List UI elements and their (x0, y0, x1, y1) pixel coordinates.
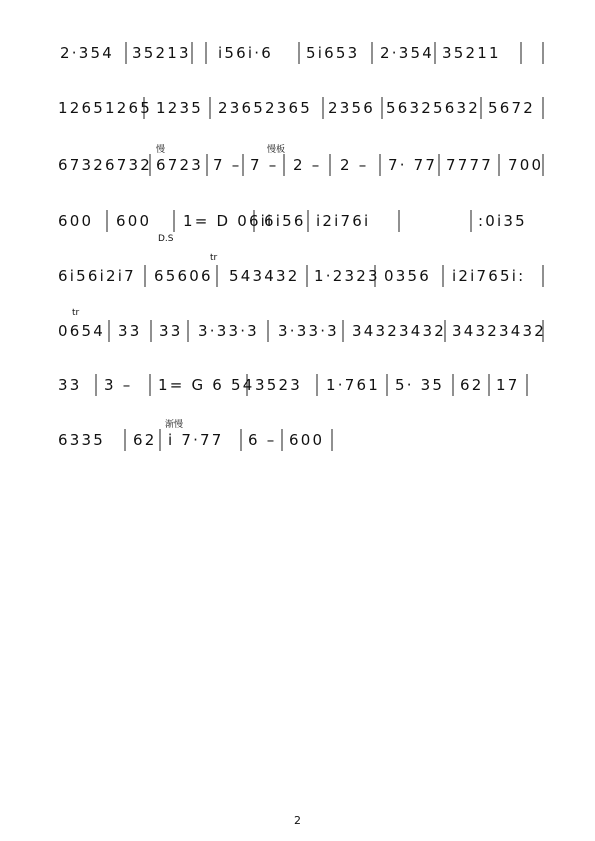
measure-notes: i56i·6 (218, 44, 273, 62)
measure-notes: 6 – (248, 431, 277, 449)
score-line (58, 253, 544, 301)
measure-notes: 1·761 (326, 376, 380, 394)
measure-notes: 1= G 6 54 (158, 376, 255, 394)
measure-notes: 5672 (488, 99, 535, 117)
measure-notes: 2·354 (60, 44, 114, 62)
measure-notes: 12651265 (58, 99, 152, 117)
measure-notes: 600 (116, 212, 152, 230)
measure-notes: 5· 35 (395, 376, 445, 394)
measure-notes: 3·33·3 (278, 322, 339, 340)
measure-notes: i 7·77 (168, 431, 224, 449)
measure-notes: 33 (58, 376, 82, 394)
measure-notes: 6i56 (264, 212, 306, 230)
measure-notes: 33 (159, 322, 183, 340)
measure-notes: 0654 (58, 322, 105, 340)
page-number: 2 (294, 814, 301, 827)
score-line (58, 370, 544, 410)
measure-notes: 6335 (58, 431, 105, 449)
measure-notes: 6723 (156, 156, 203, 174)
measure-notes: 23652365 (218, 99, 312, 117)
performance-marking: 慢板 (267, 145, 286, 155)
measure-notes: 7 – (213, 156, 242, 174)
measure-notes: 1·2323 (314, 267, 380, 285)
measure-notes: 1235 (156, 99, 203, 117)
measure-notes: i2i765i: (452, 267, 526, 285)
performance-marking: 渐慢 (165, 420, 184, 430)
performance-marking: 慢 (156, 145, 166, 155)
score-line (58, 93, 544, 133)
measure-notes: 2·354 (380, 44, 434, 62)
measure-notes: 600 (58, 212, 94, 230)
performance-marking: tr (210, 253, 218, 263)
measure-notes: 2 – (340, 156, 369, 174)
score-line (58, 308, 546, 356)
measure-notes: 7777 (446, 156, 493, 174)
measure-notes: 65606 (154, 267, 213, 285)
measure-notes: 62 (133, 431, 157, 449)
measure-notes: 5i653 (306, 44, 360, 62)
measure-notes: 3523 (255, 376, 302, 394)
measure-notes: 1= D 06ii (183, 212, 274, 230)
measure-notes: 67326732 (58, 156, 152, 174)
score-line (58, 38, 544, 78)
performance-marking: D.S (158, 234, 174, 244)
measure-notes: 62 (460, 376, 484, 394)
measure-notes: 2356 (328, 99, 375, 117)
score-line (58, 420, 544, 465)
measure-notes: 7· 77 (388, 156, 438, 174)
measure-notes: 56325632 (386, 99, 480, 117)
measure-notes: 543432 (229, 267, 300, 285)
measure-notes: i2i76i (316, 212, 371, 230)
measure-notes: 6i56i2i7 (58, 267, 136, 285)
measure-notes: :0i35 (478, 212, 527, 230)
measure-notes: 35213 (132, 44, 191, 62)
measure-notes: 700 (508, 156, 544, 174)
measure-notes: 33 (118, 322, 142, 340)
measure-notes: 17 (496, 376, 520, 394)
measure-notes: 34323432 (452, 322, 546, 340)
measure-notes: 3 – (104, 376, 133, 394)
measure-notes: 7 – (250, 156, 279, 174)
measure-notes: 600 (289, 431, 325, 449)
measure-notes: 34323432 (352, 322, 446, 340)
score-line (58, 145, 544, 190)
measure-notes: 3·33·3 (198, 322, 259, 340)
measure-notes: 0356 (384, 267, 431, 285)
performance-marking: tr (72, 308, 80, 318)
score-line (58, 206, 544, 246)
measure-notes: 2 – (293, 156, 322, 174)
measure-notes: 35211 (442, 44, 501, 62)
